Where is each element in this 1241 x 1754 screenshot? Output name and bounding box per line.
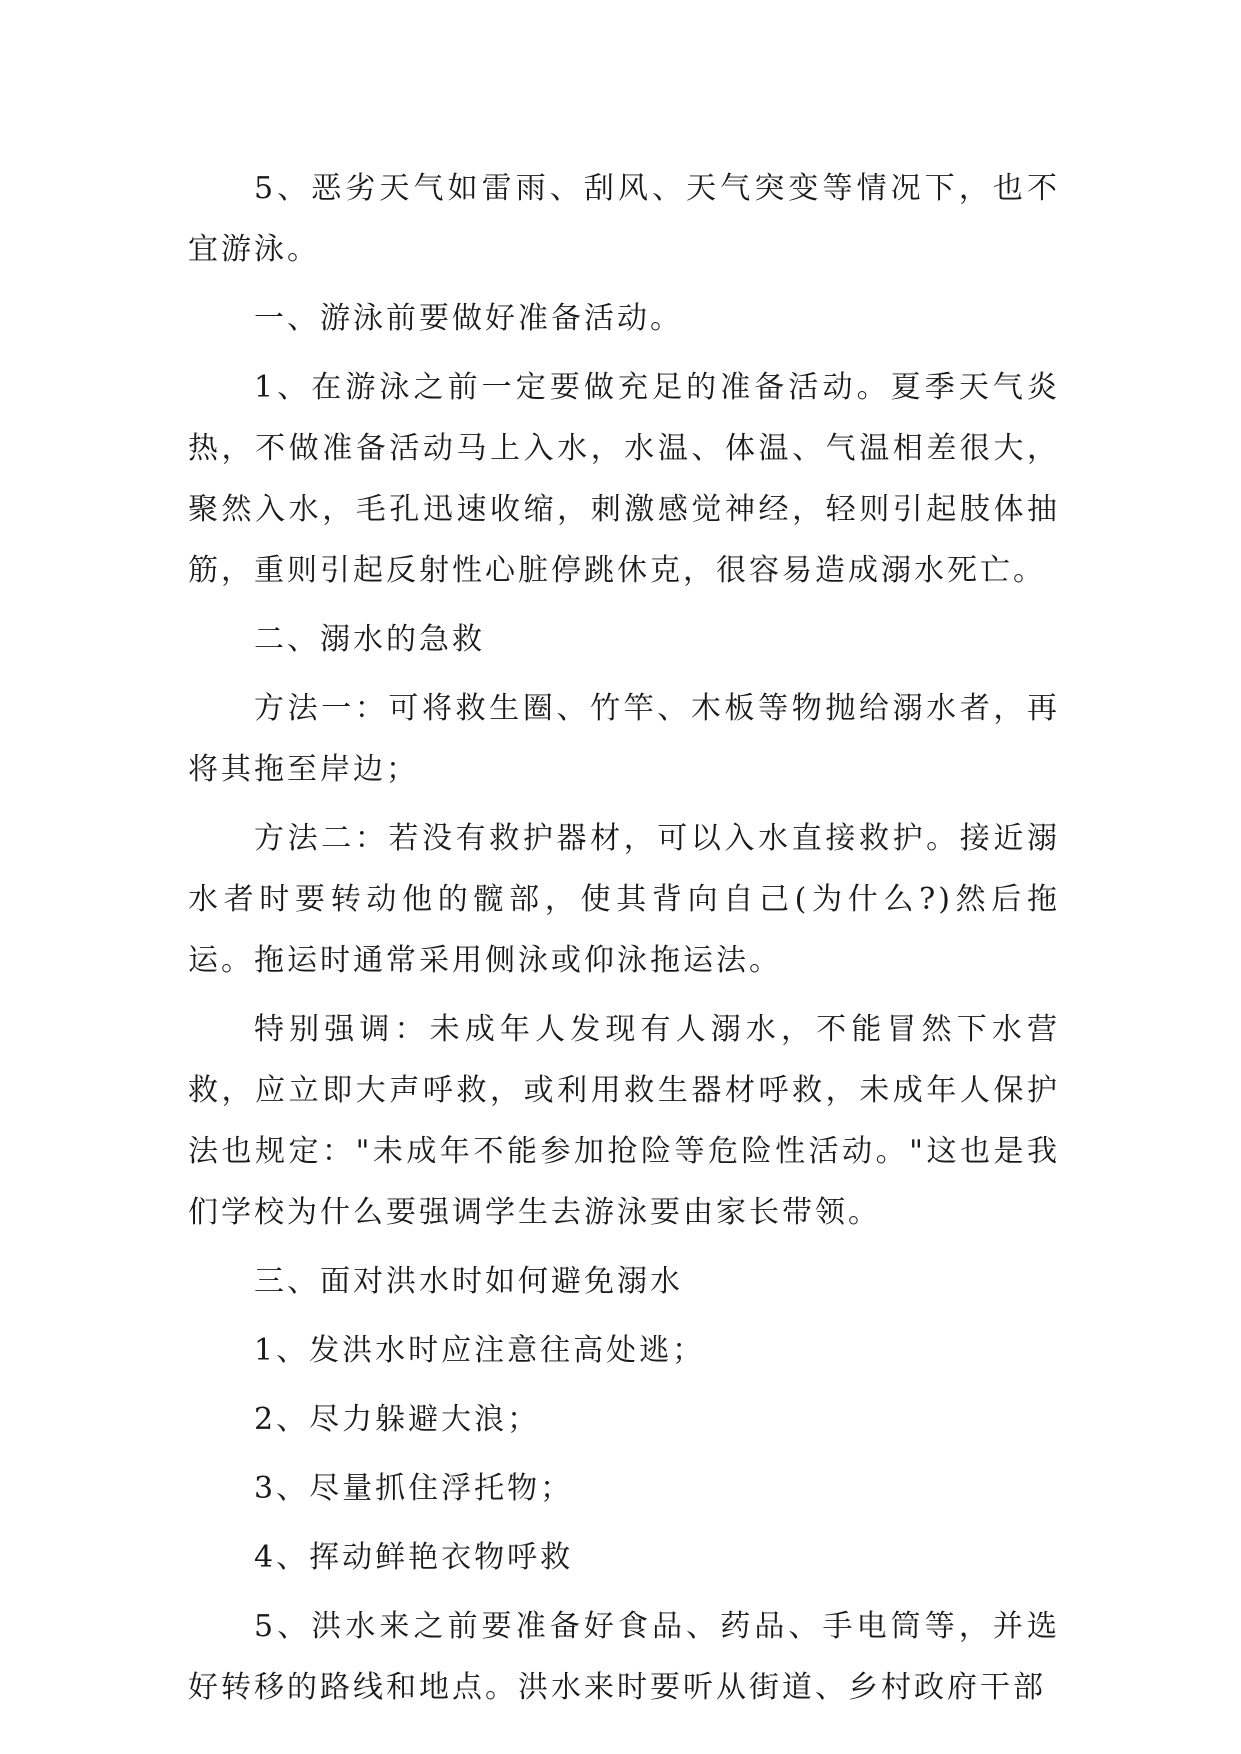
list-item-flood-2: 2、尽力躲避大浪； — [254, 1402, 541, 1437]
heading-warm-up: 一、游泳前要做好准备活动。 — [254, 301, 683, 336]
heading-drowning-rescue: 二、溺水的急救 — [254, 622, 485, 657]
paragraph-warm-up-detail: 1、在游泳之前一定要做充足的准备活动。夏季天气炎热，不做准备活动马上入水，水温、体温、气温相差很大，聚然入水，毛孔迅速收缩，刺激感觉神经，轻则引起肢体抽筋，重则引起反射性心脏停跳休克，很容易造成溺水死亡。 — [188, 370, 1060, 588]
document-body — [188, 158, 1060, 1726]
list-item-flood-4: 4、挥动鲜艳衣物呼救 — [254, 1540, 574, 1575]
paragraph-bad-weather: 5、恶劣天气如雷雨、刮风、天气突变等情况下，也不宜游泳。 — [188, 171, 1060, 267]
list-item-flood-5: 5、洪水来之前要准备好食品、药品、手电筒等，并选好转移的路线和地点。洪水来时要听从街道、乡村政府干部 — [188, 1609, 1060, 1705]
list-item-flood-1: 1、发洪水时应注意往高处逃； — [254, 1333, 706, 1368]
paragraph-method-one: 方法一：可将救生圈、竹竿、木板等物抛给溺水者，再将其拖至岸边； — [188, 691, 1060, 787]
heading-flood-safety: 三、面对洪水时如何避免溺水 — [254, 1264, 683, 1299]
paragraph-special-emphasis: 特别强调：未成年人发现有人溺水，不能冒然下水营救，应立即大声呼救，或利用救生器材呼救，未成年人保护法也规定："未成年不能参加抢险等危险性活动。"这也是我们学校为什么要强调学生去游泳要由家长带领。 — [188, 1012, 1060, 1230]
list-item-flood-3: 3、尽量抓住浮托物； — [254, 1471, 574, 1506]
paragraph-method-two: 方法二：若没有救护器材，可以入水直接救护。接近溺水者时要转动他的髋部，使其背向自己(为什么?)然后拖运。拖运时通常采用侧泳或仰泳拖运法。 — [188, 821, 1060, 978]
